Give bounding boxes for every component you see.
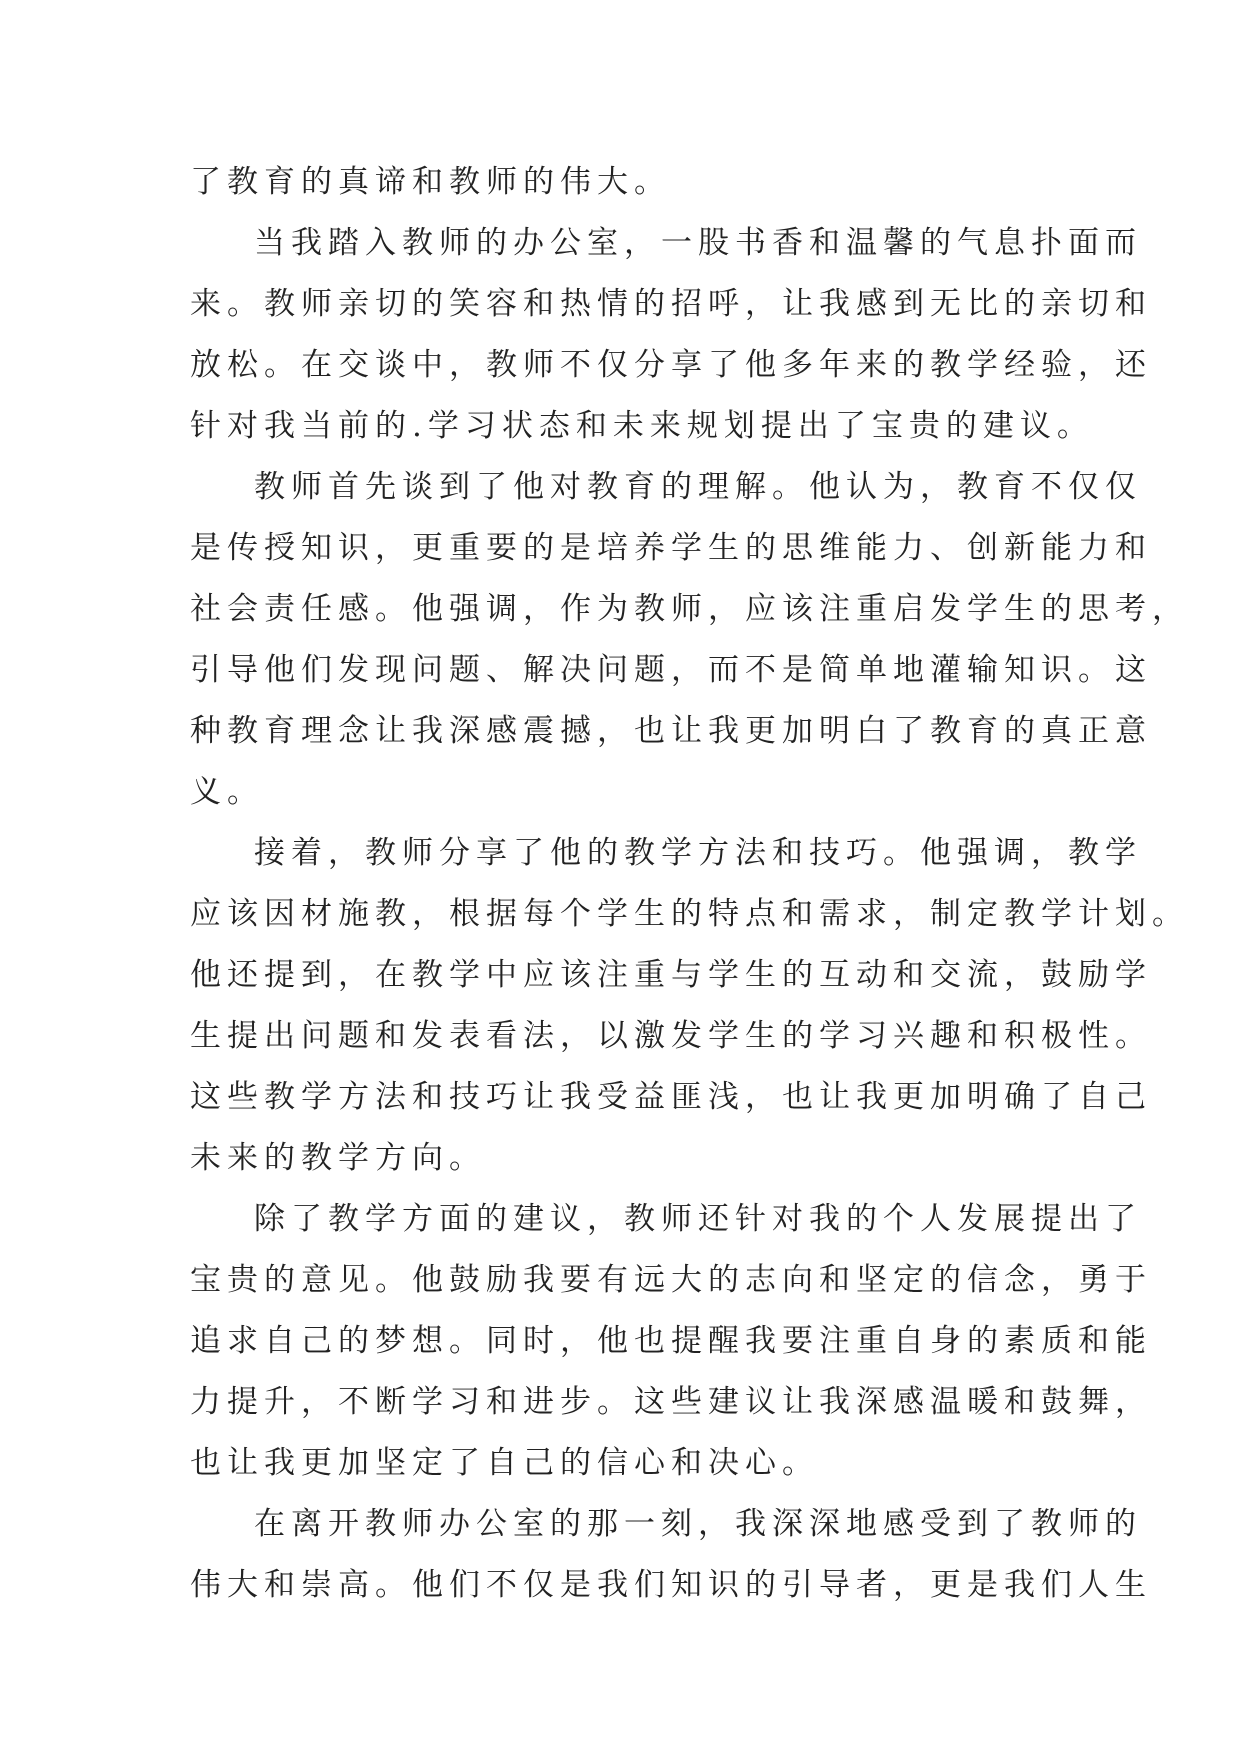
text-line: 当我踏入教师的办公室，一股书香和温馨的气息扑面而 — [254, 225, 1142, 261]
text-line: 除了教学方面的建议，教师还针对我的个人发展提出了 — [254, 1201, 1142, 1237]
document-body — [190, 152, 1189, 1616]
text-line: 接着，教师分享了他的教学方法和技巧。他强调，教学 — [254, 835, 1142, 871]
text-line: 义。 — [190, 774, 264, 810]
text-line: 社会责任感。他强调，作为教师，应该注重启发学生的思考， — [190, 591, 1189, 627]
text-line: 应该因材施教，根据每个学生的特点和需求，制定教学计划。 — [190, 896, 1189, 932]
text-line: 追求自己的梦想。同时，他也提醒我要注重自身的素质和能 — [190, 1323, 1152, 1359]
text-line: 力提升，不断学习和进步。这些建议让我深感温暖和鼓舞， — [190, 1384, 1152, 1420]
text-line: 未来的教学方向。 — [190, 1140, 486, 1176]
text-line: 了教育的真谛和教师的伟大。 — [190, 164, 671, 200]
text-line: 也让我更加坚定了自己的信心和决心。 — [190, 1445, 819, 1481]
text-line: 教师首先谈到了他对教育的理解。他认为，教育不仅仅 — [254, 469, 1142, 505]
text-line: 他还提到，在教学中应该注重与学生的互动和交流，鼓励学 — [190, 957, 1152, 993]
text-line: 在离开教师办公室的那一刻，我深深地感受到了教师的 — [254, 1506, 1142, 1542]
text-line: 是传授知识，更重要的是培养学生的思维能力、创新能力和 — [190, 530, 1152, 566]
text-line: 宝贵的意见。他鼓励我要有远大的志向和坚定的信念，勇于 — [190, 1262, 1152, 1298]
text-line: 针对我当前的.学习状态和未来规划提出了宝贵的建议。 — [190, 408, 1094, 444]
text-line: 这些教学方法和技巧让我受益匪浅，也让我更加明确了自己 — [190, 1079, 1152, 1115]
text-line: 伟大和崇高。他们不仅是我们知识的引导者，更是我们人生 — [190, 1567, 1152, 1603]
text-line: 生提出问题和发表看法，以激发学生的学习兴趣和积极性。 — [190, 1018, 1152, 1054]
text-line: 引导他们发现问题、解决问题，而不是简单地灌输知识。这 — [190, 652, 1152, 688]
text-line: 放松。在交谈中，教师不仅分享了他多年来的教学经验，还 — [190, 347, 1152, 383]
text-line: 来。教师亲切的笑容和热情的招呼，让我感到无比的亲切和 — [190, 286, 1152, 322]
text-line: 种教育理念让我深感震撼，也让我更加明白了教育的真正意 — [190, 713, 1152, 749]
